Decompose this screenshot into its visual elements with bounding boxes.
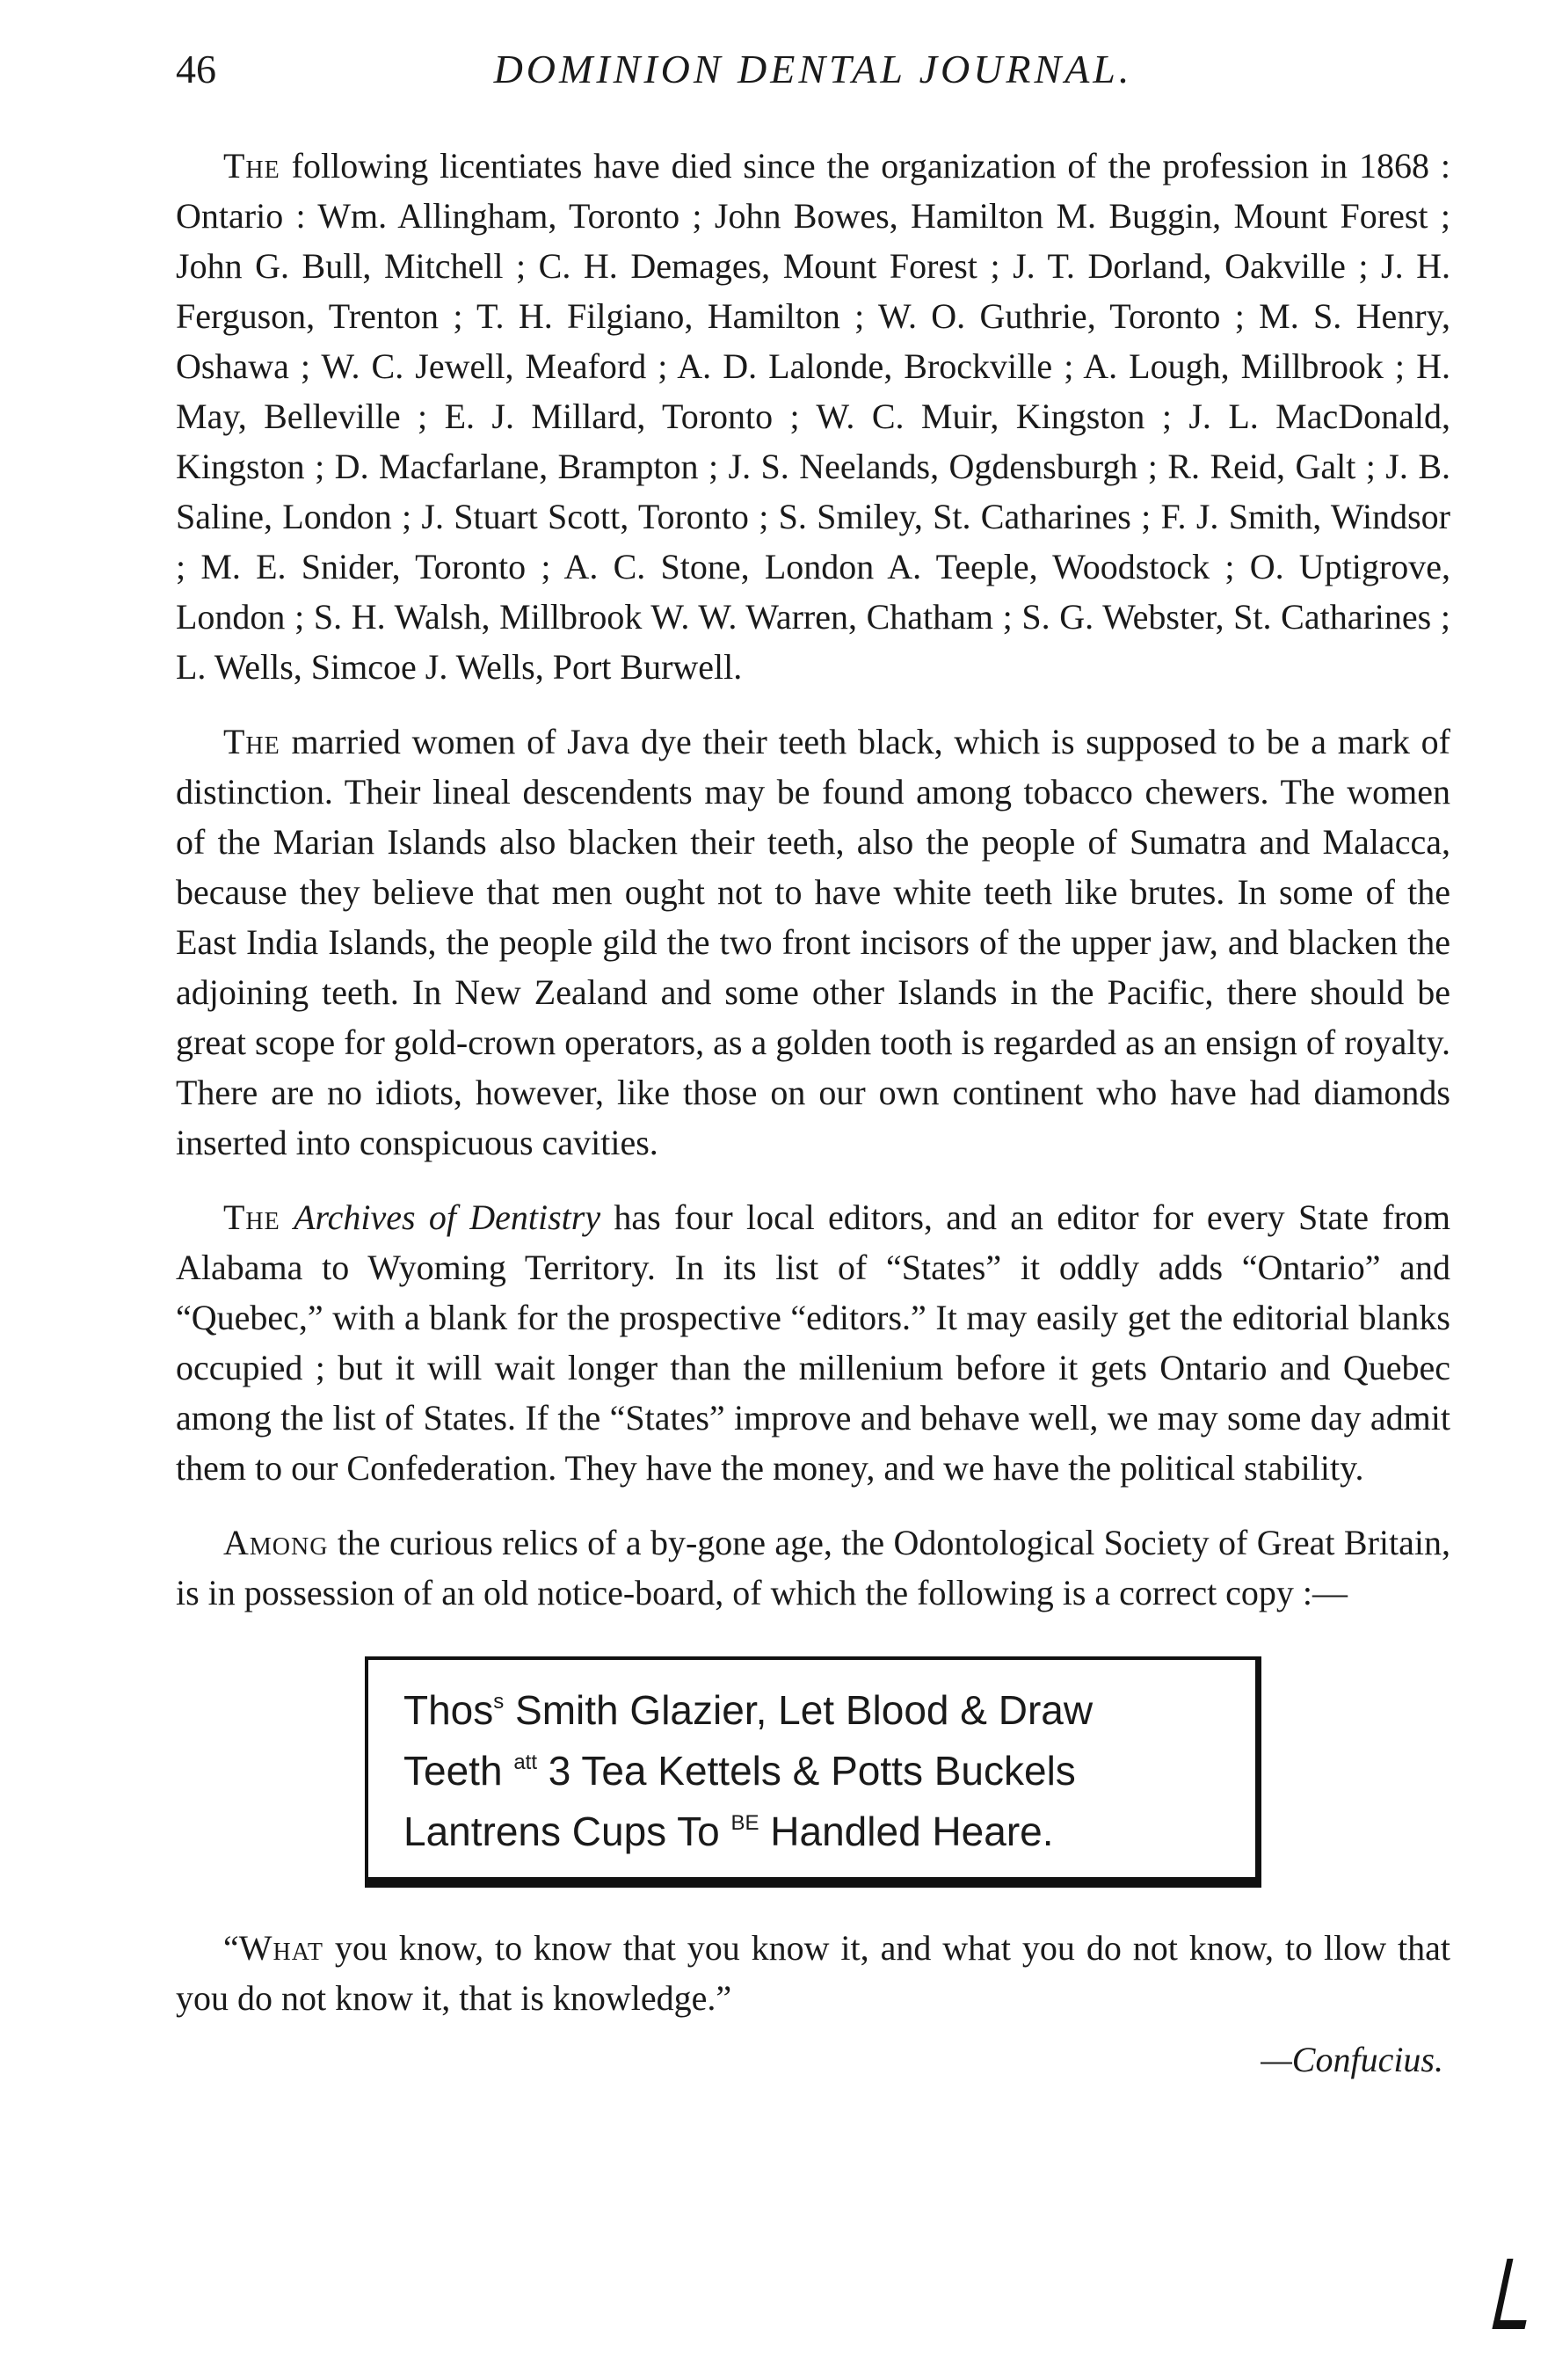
relics-paragraph [176,1518,1450,1618]
corner-mark-icon [1492,2259,1539,2329]
notice-line-1 [403,1676,1224,1736]
paragraph-text: the curious relics of a by-gone age, the Odontological Society of Great Britain, is in possession of an old notice-board, of which the following is a correct copy :— [176,1523,1450,1612]
notice-board-box [365,1656,1261,1888]
quote-lead: What [238,1928,323,1968]
notice-text: Thos [403,1687,494,1733]
paragraph-text: married women of Java dye their teeth black, which is supposed to be a mark of distinction. Their lineal descendents may be found among tobacco chewers. The women of the Marian Islands also blacken their teeth, also the people of Sumatra and Malacca, because they believe that men ought not to have white teeth like brutes. In some of the East India Islands, the people gild the two front incisors of the upper jaw, and blacken the adjoining teeth. In New Zealand and some other Islands in the Pacific, there should be great scope for gold-crown operators, as a golden tooth is regarded as an ensign of royalty. There are no idiots, however, like those on our own continent who have had diamonds inserted into conspicuous cavities. [176,722,1450,1162]
quote-body: you know, to know that you know it, and what you do not know, to llow that you do not know it, that is knowledge.” [176,1928,1450,2018]
notice-text: 3 Tea Kettels & Potts Buckels [537,1748,1076,1794]
obituary-paragraph [176,141,1450,692]
notice-superscript: s [493,1690,505,1714]
java-teeth-paragraph [176,717,1450,1168]
paragraph-text: has four local editors, and an editor for every State from Alabama to Wyoming Territory. In its list of “States” it oddly adds “Ontario” and “Quebec,” with a blank for the prospective “editors.” It may easily get the editorial blanks occupied ; but it will wait longer than the millenium before it gets Ontario and Quebec among the list of States. If the “States” improve and behave well, we may some day admit them to our Confederation. They have the money, and we have the political stability. [176,1197,1451,1488]
closing-quote [176,1923,1450,2080]
notice-text: Lantrens Cups To [403,1809,731,1854]
notice-line-3 [403,1797,1224,1858]
paragraph-lead: The [223,722,280,761]
paragraph-lead: Among [223,1523,329,1562]
page-header [176,46,1450,116]
quote-open: “ [223,1928,239,1968]
article-body [176,141,1450,2080]
notice-text: Handled Heare. [759,1809,1054,1854]
notice-text: Smith Glazier, Let Blood & Draw [504,1687,1094,1733]
quote-text [176,1923,1450,2023]
paragraph-text: following licentiates have died since the organization of the profession in 1868 : Ontario : Wm. Allingham, Toronto ; John Bowes, Hamilton M. Buggin, Mount Forest ; John G. Bull, Mitchell ; C. H. Demages, Mount Forest ; J. T. Dorland, Oakville ; J. H. Ferguson, Trenton ; T. H. Filgiano, Hamilton ; W. O. Guthrie, Toronto ; M. S. Henry, Oshawa ; W. C. Jewell, Meaford ; A. D. Lalonde, Brockville ; A. Lough, Millbrook ; H. May, Belleville ; E. J. Millard, Toronto ; W. C. Muir, Kingston ; J. L. MacDonald, Kingston ; D. Macfarlane, Brampton ; J. S. Neelands, Ogdensburgh ; R. Reid, Galt ; J. B. Saline, London ; J. Stuart Scott, Toronto ; S. Smiley, St. Catharines ; F. J. Smith, Windsor ; M. E. Snider, Toronto ; A. C. Stone, London A. Teeple, Woodstock ; O. Uptigrove, London ; S. H. Walsh, Millbrook W. W. Warren, Chatham ; S. G. Webster, St. Catharines ; L. Wells, Simcoe J. Wells, Port Burwell. [176,146,1450,687]
notice-superscript: att [513,1750,537,1774]
publication-title: Archives of Dentistry [294,1197,601,1237]
paragraph-lead: The [223,1197,280,1237]
notice-superscript: BE [730,1811,759,1835]
running-title: DOMINION DENTAL JOURNAL. [493,47,1133,91]
page-number: 46 [176,47,216,91]
notice-text: Teeth [403,1748,514,1794]
paragraph-lead: The [223,146,280,186]
quote-attribution: —Confucius. [1261,2040,1443,2079]
notice-line-2 [403,1736,1224,1797]
archives-paragraph [176,1192,1450,1493]
